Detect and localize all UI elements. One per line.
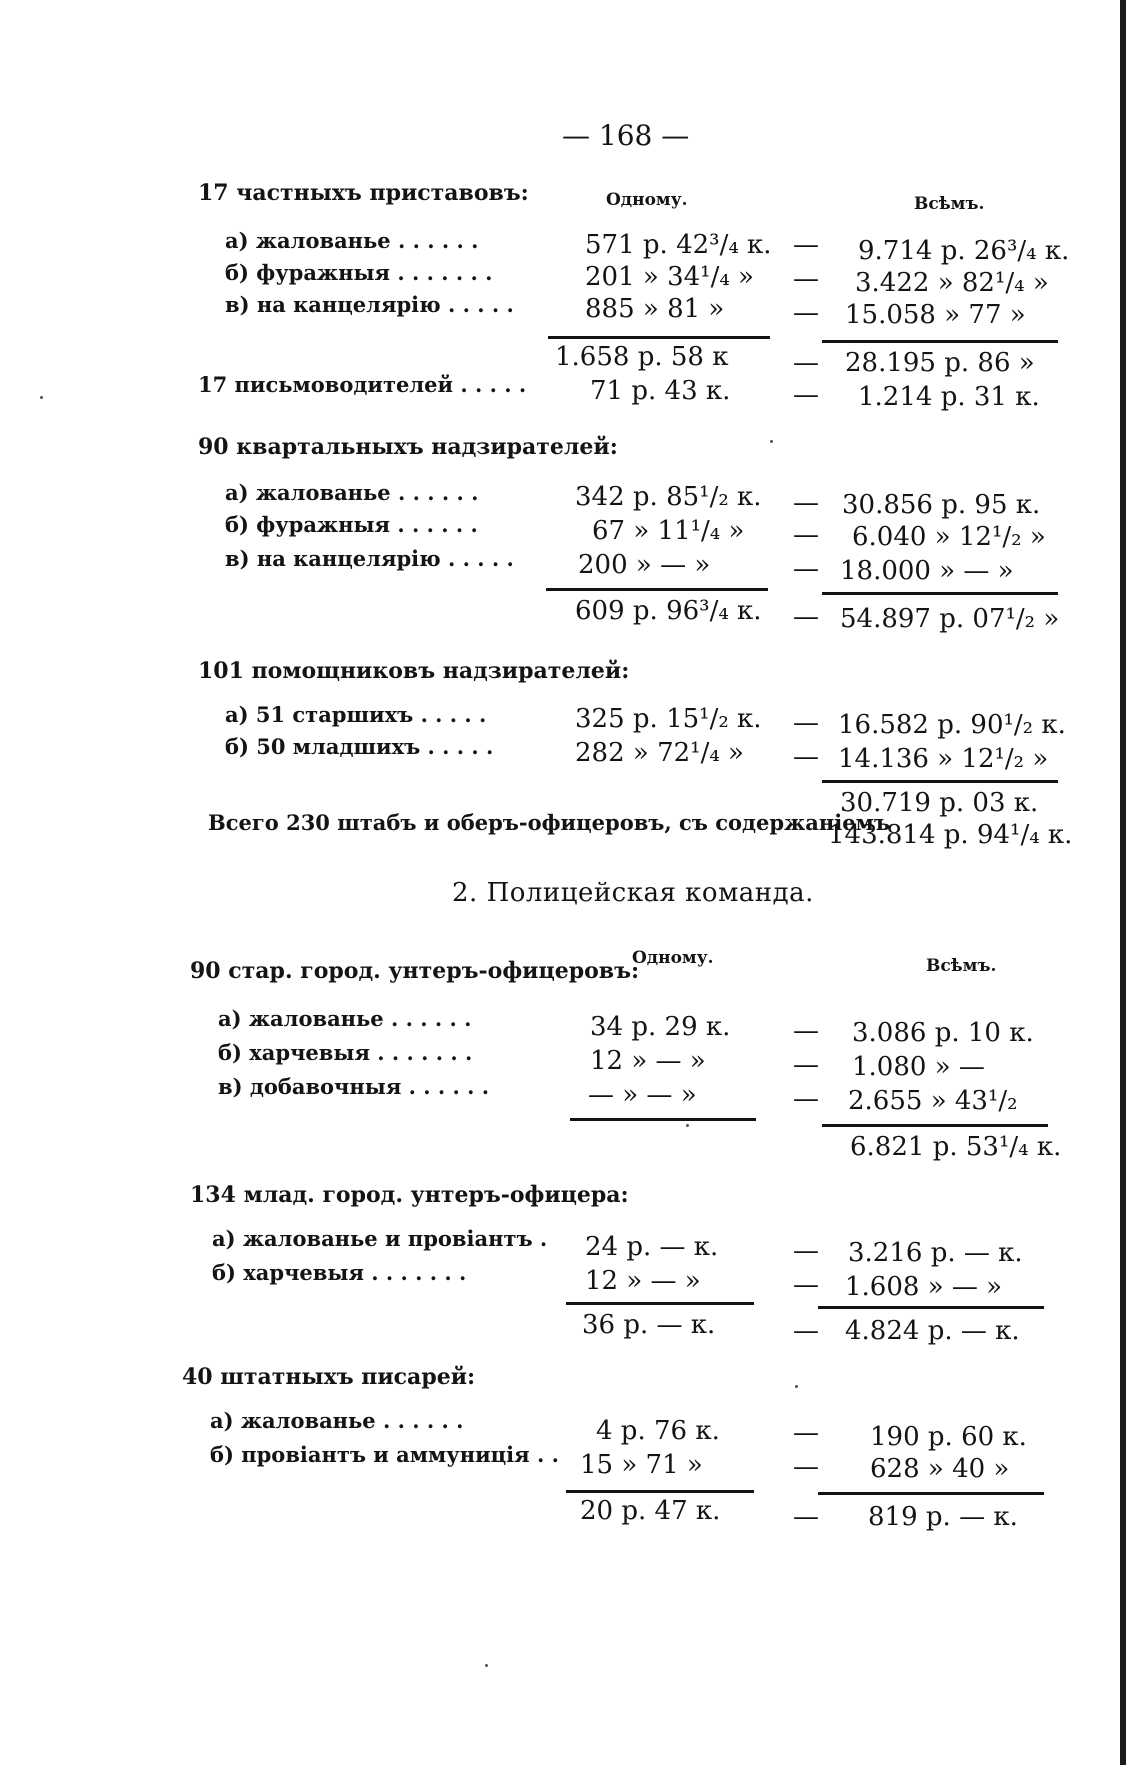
s5-row-dash: — — [793, 1050, 819, 1080]
s6-total-one: 36 р. — к. — [582, 1310, 716, 1340]
s3-total-one: 609 р. 96³/₄ к. — [575, 596, 762, 626]
s4-row-dash: — — [793, 742, 819, 772]
s3-subtotal-rule-one — [546, 588, 768, 591]
s6-row-dash: — — [793, 1236, 819, 1266]
s3-row-label: в) на канцелярію . . . . . — [225, 546, 514, 571]
s4-total-all: 30.719 р. 03 к. — [840, 788, 1039, 818]
s7-row-all: 190 р. 60 к. — [870, 1422, 1027, 1452]
s5-total-all: 6.821 р. 53¹/₄ к. — [850, 1132, 1062, 1162]
s7-heading: 40 штатныхъ писарей: — [182, 1364, 476, 1390]
scan-speck — [770, 440, 773, 443]
s3-row-label: а) жалованье . . . . . . — [225, 480, 479, 505]
s3-row-one: 67 » 11¹/₄ » — [592, 516, 745, 546]
s3-row-all: 30.856 р. 95 к. — [842, 490, 1041, 520]
s4-row-dash: — — [793, 708, 819, 738]
scan-speck — [686, 1124, 689, 1127]
s1-row-label: в) на канцелярію . . . . . — [225, 292, 514, 317]
grand-total-label: Всего 230 штабъ и оберъ-офицеровъ, съ содержаніемъ — [208, 810, 890, 835]
s5-row-one: 12 » — » — [590, 1046, 706, 1076]
s2-all: 1.214 р. 31 к. — [858, 382, 1040, 412]
s6-row-one: 24 р. — к. — [585, 1232, 719, 1262]
s1-row-all: 3.422 » 82¹/₄ » — [855, 268, 1049, 298]
s5-row-all: 1.080 » — — [852, 1052, 985, 1082]
s1-heading: 17 частныхъ приставовъ: — [198, 180, 529, 206]
s3-row-dash: — — [793, 520, 819, 550]
s7-row-all: 628 » 40 » — [870, 1454, 1010, 1484]
grand-total-value: 143.814 р. 94¹/₄ к. — [828, 820, 1073, 850]
s7-row-dash: — — [793, 1452, 819, 1482]
s3-row-all: 6.040 » 12¹/₂ » — [852, 522, 1046, 552]
s2-label: 17 письмоводителей . . . . . — [198, 372, 527, 397]
s4-row-one: 282 » 72¹/₄ » — [575, 738, 744, 768]
s6-row-label: б) харчевыя . . . . . . . — [212, 1260, 467, 1285]
column-header-one: Одному. — [606, 190, 688, 210]
s3-total-all: 54.897 р. 07¹/₂ » — [840, 604, 1060, 634]
s1-subtotal-rule-all — [822, 340, 1058, 343]
s1-total-one: 1.658 р. 58 к — [555, 342, 729, 372]
s5-subtotal-rule-all — [822, 1124, 1048, 1127]
s3-row-label: б) фуражныя . . . . . . — [225, 512, 478, 537]
s3-row-one: 200 » — » — [578, 550, 711, 580]
s4-row-label: а) 51 старшихъ . . . . . — [225, 702, 487, 727]
s4-subtotal-rule-all — [822, 780, 1058, 783]
s4-heading: 101 помощниковъ надзирателей: — [198, 658, 630, 684]
s6-subtotal-rule-all — [818, 1306, 1044, 1309]
s5-row-all: 2.655 » 43¹/₂ — [848, 1086, 1018, 1116]
s1-row-one: 201 » 34¹/₄ » — [585, 262, 754, 292]
s6-row-dash: — — [793, 1270, 819, 1300]
s3-heading: 90 квартальныхъ надзирателей: — [198, 434, 618, 460]
s1-row-label: б) фуражныя . . . . . . . — [225, 260, 493, 285]
section2-title: 2. Полицейская команда. — [452, 878, 814, 908]
scan-speck — [485, 1664, 488, 1667]
s5-row-all: 3.086 р. 10 к. — [852, 1018, 1034, 1048]
s3-row-one: 342 р. 85¹/₂ к. — [575, 482, 762, 512]
s7-row-label: б) провіантъ и аммуниція . . — [210, 1442, 559, 1467]
column-header-all: Всѣмъ. — [914, 194, 985, 214]
s1-row-dash: — — [793, 298, 819, 328]
s7-total-all: 819 р. — к. — [868, 1502, 1018, 1532]
s1-row-one: 885 » 81 » — [585, 294, 725, 324]
s6-subtotal-rule-one — [566, 1302, 754, 1305]
s5-row-dash: — — [793, 1016, 819, 1046]
s5-row-one: — » — » — [588, 1080, 697, 1110]
scan-speck — [40, 396, 43, 399]
s2-one: 71 р. 43 к. — [590, 376, 731, 406]
s7-row-dash: — — [793, 1418, 819, 1448]
s1-row-dash: — — [793, 264, 819, 294]
s4-row-one: 325 р. 15¹/₂ к. — [575, 704, 762, 734]
s7-total-one: 20 р. 47 к. — [580, 1496, 721, 1526]
s5-row-label: б) харчевыя . . . . . . . — [218, 1040, 473, 1065]
s7-row-one: 4 р. 76 к. — [596, 1416, 720, 1446]
s7-total-dash: — — [793, 1502, 819, 1532]
s1-subtotal-rule-one — [548, 336, 770, 339]
s7-subtotal-rule-all — [818, 1492, 1044, 1495]
s5-subtotal-rule-one — [570, 1118, 756, 1121]
s6-total-dash: — — [793, 1316, 819, 1346]
scan-speck — [795, 1385, 798, 1388]
s6-row-one: 12 » — » — [585, 1266, 701, 1296]
page-number: — 168 — — [562, 119, 690, 152]
s1-row-one: 571 р. 42³/₄ к. — [585, 230, 772, 260]
s3-row-dash: — — [793, 488, 819, 518]
s1-total-dash: — — [793, 348, 819, 378]
s3-total-dash: — — [793, 602, 819, 632]
s6-heading: 134 млад. город. унтеръ-офицера: — [190, 1182, 629, 1208]
s7-subtotal-rule-one — [566, 1490, 754, 1493]
s6-row-all: 3.216 р. — к. — [848, 1238, 1023, 1268]
s5-row-dash: — — [793, 1084, 819, 1114]
s5-row-label: а) жалованье . . . . . . — [218, 1006, 472, 1031]
s1-total-all: 28.195 р. 86 » — [845, 348, 1035, 378]
s4-row-label: б) 50 младшихъ . . . . . — [225, 734, 494, 759]
s1-row-dash: — — [793, 230, 819, 260]
s6-row-all: 1.608 » — » — [845, 1272, 1003, 1302]
s1-row-label: а) жалованье . . . . . . — [225, 228, 479, 253]
s6-total-all: 4.824 р. — к. — [845, 1316, 1020, 1346]
s2-dash: — — [793, 380, 819, 410]
s3-row-dash: — — [793, 554, 819, 584]
s5-heading: 90 стар. город. унтеръ-офицеровъ: — [190, 958, 640, 984]
s4-row-all: 16.582 р. 90¹/₂ к. — [838, 710, 1066, 740]
s5-row-one: 34 р. 29 к. — [590, 1012, 731, 1042]
s7-row-label: а) жалованье . . . . . . — [210, 1408, 464, 1433]
s1-row-all: 15.058 » 77 » — [845, 300, 1026, 330]
s1-row-all: 9.714 р. 26³/₄ к. — [858, 236, 1070, 266]
column-header-all: Всѣмъ. — [926, 956, 997, 976]
s6-row-label: а) жалованье и провіантъ . — [212, 1226, 548, 1251]
s3-subtotal-rule-all — [822, 592, 1058, 595]
column-header-one: Одному. — [632, 948, 714, 968]
s5-row-label: в) добавочныя . . . . . . — [218, 1074, 490, 1099]
s7-row-one: 15 » 71 » — [580, 1450, 703, 1480]
page-edge — [1120, 0, 1126, 1765]
s4-row-all: 14.136 » 12¹/₂ » — [838, 744, 1049, 774]
s3-row-all: 18.000 » — » — [840, 556, 1014, 586]
